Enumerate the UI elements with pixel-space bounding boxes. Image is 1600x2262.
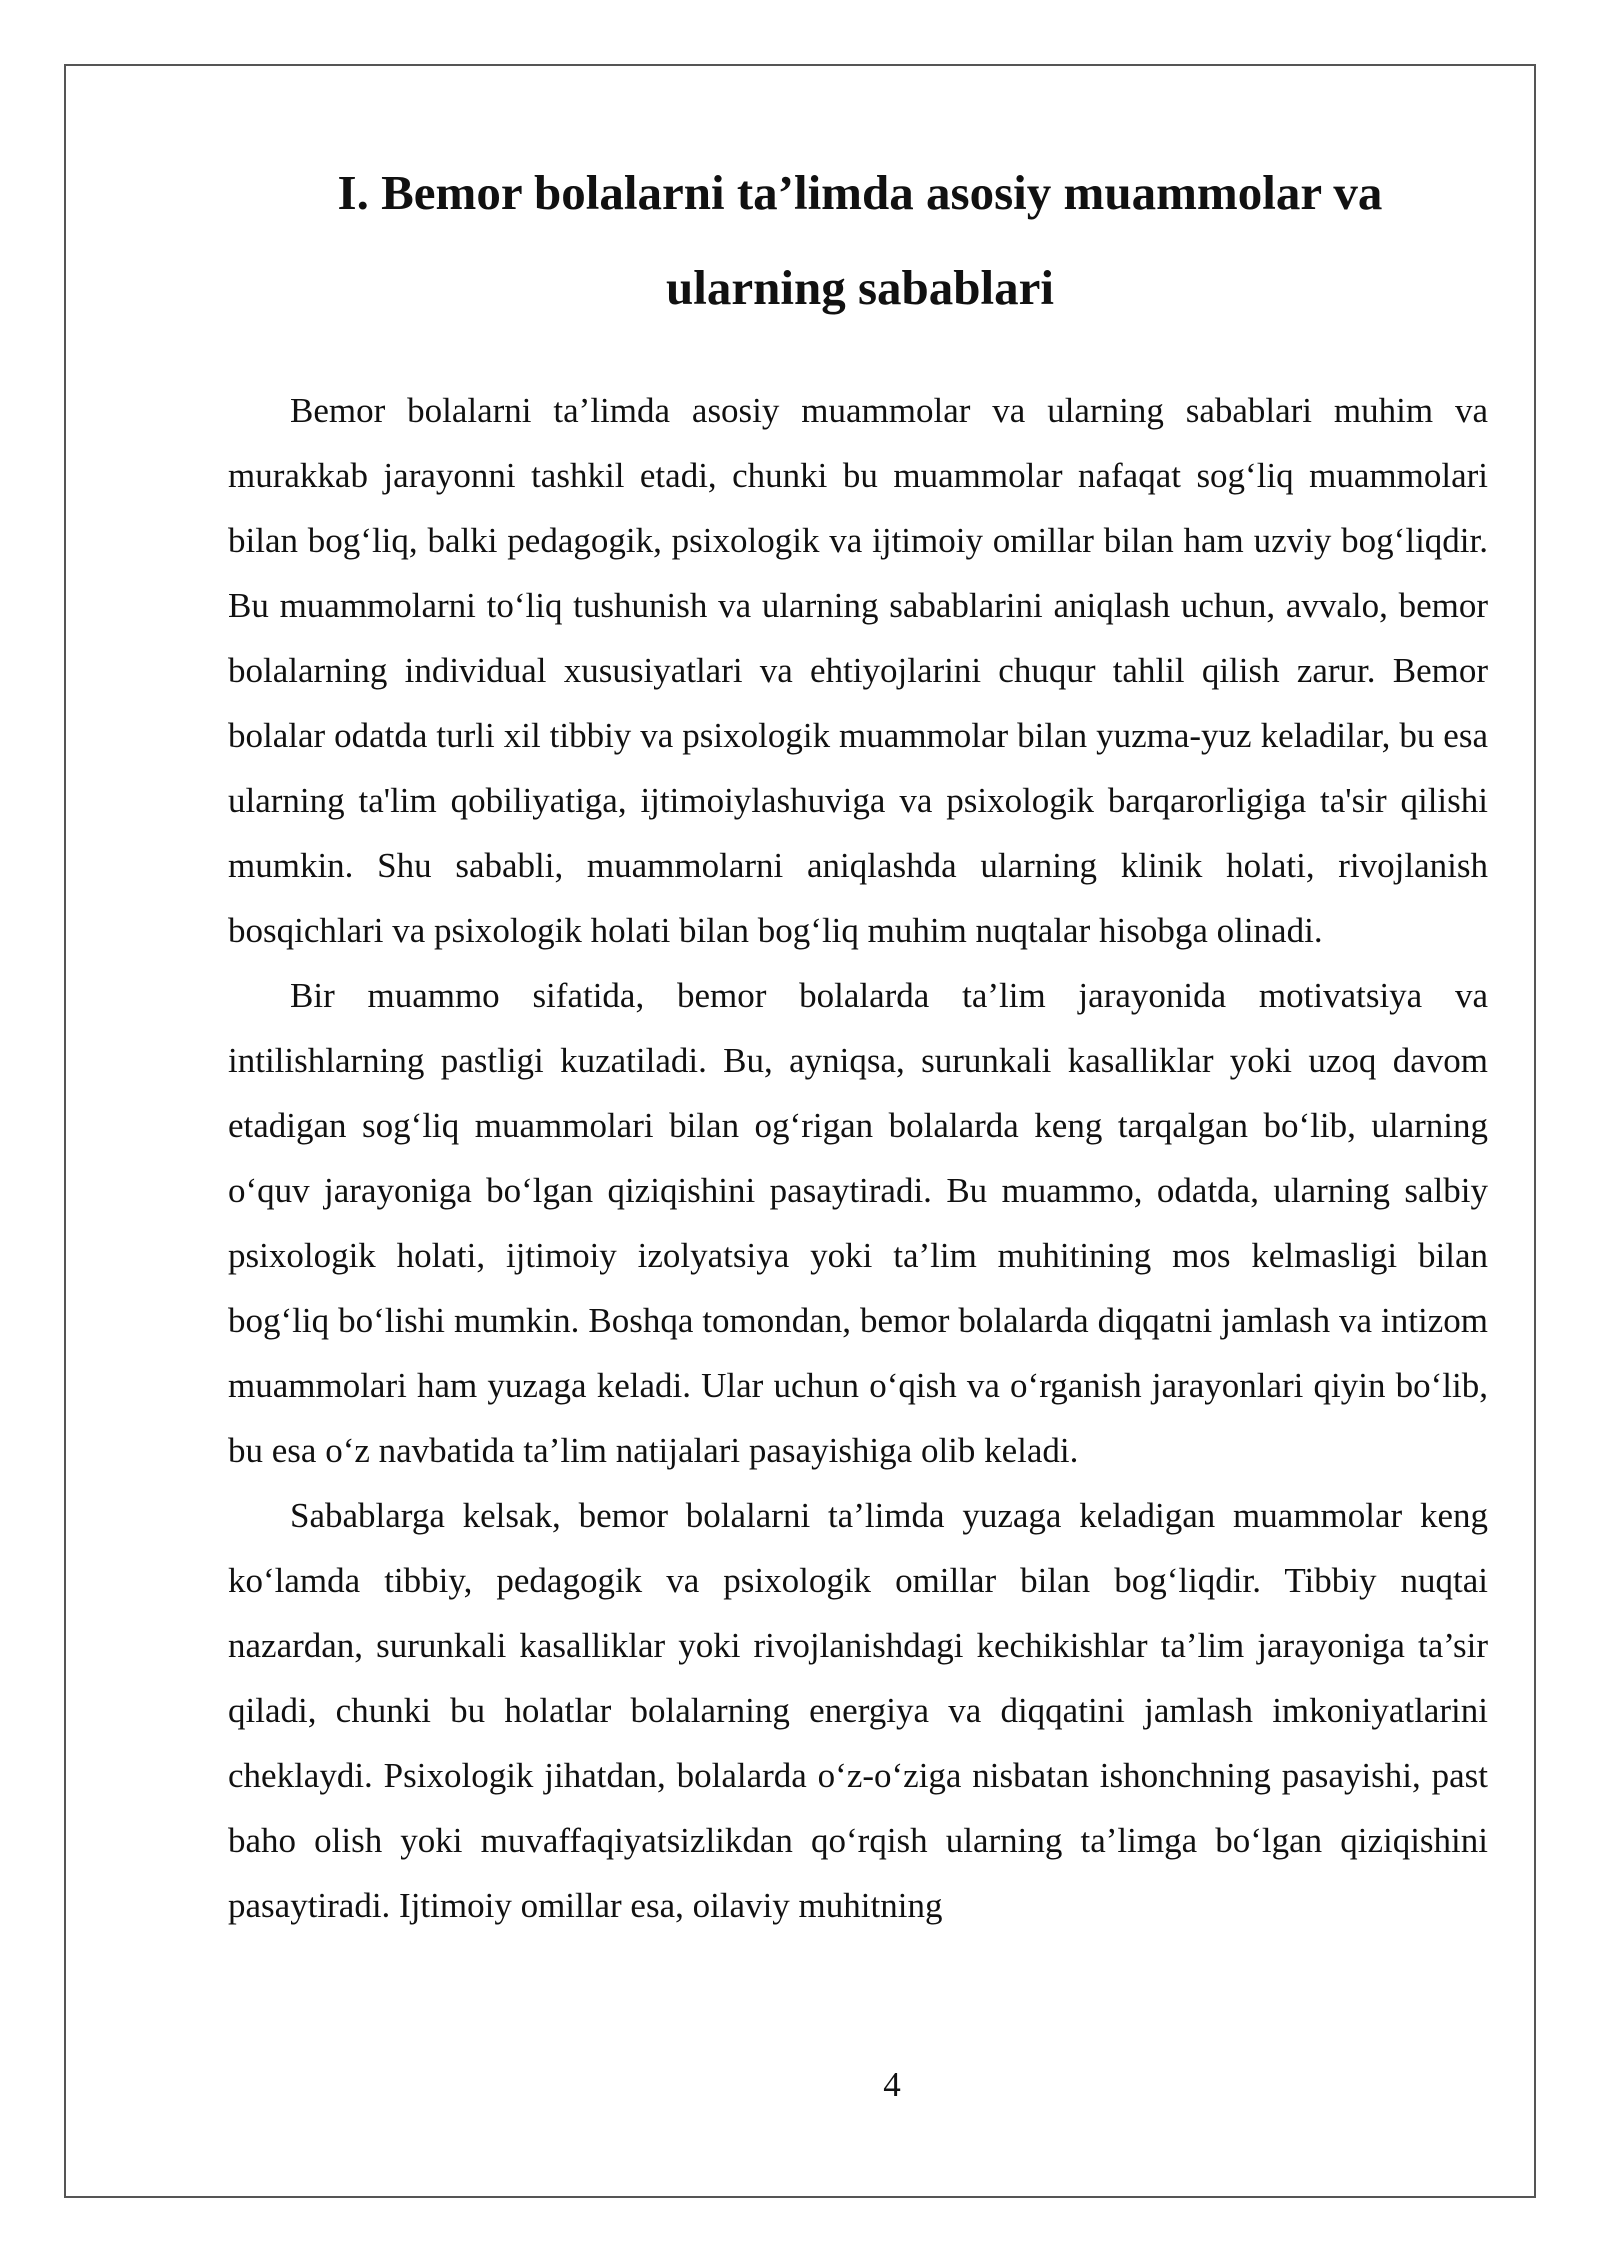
chapter-heading-line-2: ularning sabablari xyxy=(665,260,1055,315)
paragraph-3: Sabablarga kelsak, bemor bolalarni ta’limda yuzaga keladigan muammolar keng ko‘lamda tibbiy, pedagogik va psixologik omillar bilan bog‘liqdir. Tibbiy nuqtai nazardan, surunkali kasalliklar yoki rivojlanishdagi kechikishlar ta’lim jarayoniga ta’sir qiladi, chunki bu holatlar bolalarning energiya va diqqatini jamlash imkoniyatlarini cheklaydi. Psixologik jihatdan, bolalarda o‘z-o‘ziga nisbatan ishonchning pasayishi, past baho olish yoki muvaffaqiyatsizlikdan qo‘rqish ularning ta’limga bo‘lgan qiziqishini pasaytiradi. Ijtimoiy omillar esa, oilaviy muhitning xyxy=(228,1496,1488,1925)
body-text xyxy=(228,378,1488,1938)
paragraph-2: Bir muammo sifatida, bemor bolalarda ta’lim jarayonida motivatsiya va intilishlarning pastligi kuzatiladi. Bu, ayniqsa, surunkali kasalliklar yoki uzoq davom etadigan sog‘liq muammolari bilan og‘rigan bolalarda keng tarqalgan bo‘lib, ularning o‘quv jarayoniga bo‘lgan qiziqishini pasaytiradi. Bu muammo, odatda, ularning salbiy psixologik holati, ijtimoiy izolyatsiya yoki ta’lim muhitining mos kelmasligi bilan bog‘liq bo‘lishi mumkin. Boshqa tomondan, bemor bolalarda diqqatni jamlash va intizom muammolari ham yuzaga keladi. Ular uchun o‘qish va o‘rganish jarayonlari qiyin bo‘lib, bu esa o‘z navbatida ta’lim natijalari pasayishiga olib keladi. xyxy=(228,976,1488,1470)
paragraph-1: Bemor bolalarni ta’limda asosiy muammolar va ularning sabablari muhim va murakkab jarayonni tashkil etadi, chunki bu muammolar nafaqat sog‘liq muammolari bilan bog‘liq, balki pedagogik, psixologik va ijtimoiy omillar bilan ham uzviy bog‘liqdir. Bu muammolarni to‘liq tushunish va ularning sabablarini aniqlash uchun, avvalo, bemor bolalarning individual xususiyatlari va ehtiyojlarini chuqur tahlil qilish zarur. Bemor bolalar odatda turli xil tibbiy va psixologik muammolar bilan yuzma-yuz keladilar, bu esa ularning ta'lim qobiliyatiga, ijtimoiylashuviga va psixologik barqarorligiga ta'sir qilishi mumkin. Shu sababli, muammolarni aniqlashda ularning klinik holati, rivojlanish bosqichlari va psixologik holati bilan bog‘liq muhim nuqtalar hisobga olinadi. xyxy=(228,391,1488,950)
chapter-heading-line-1: I. Bemor bolalarni ta’limda asosiy muammolar va xyxy=(337,165,1383,220)
page-number: 4 xyxy=(883,2065,901,2104)
chapter-heading xyxy=(228,145,1492,335)
